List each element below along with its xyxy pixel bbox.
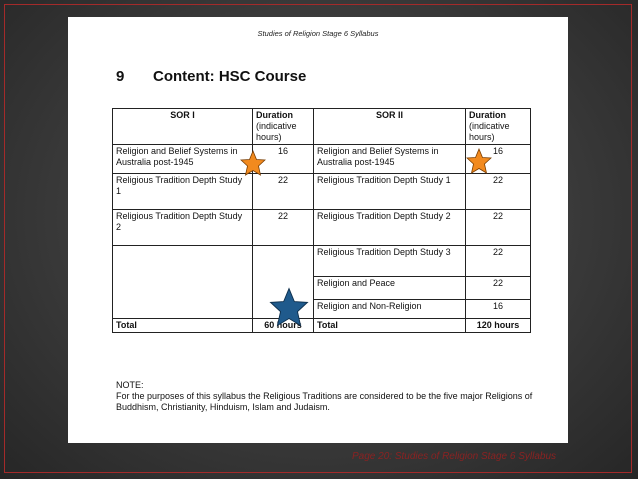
cell-dur1: 22 bbox=[253, 210, 314, 246]
table-total-row bbox=[113, 319, 531, 333]
section-title bbox=[116, 68, 306, 85]
header-duration1 bbox=[253, 109, 314, 145]
section-number: 9 bbox=[116, 68, 125, 85]
orange-star-icon bbox=[466, 148, 492, 174]
cell-sor1: Religion and Belief Systems in Australia post-1945 bbox=[113, 145, 253, 174]
cell-sor2: Religion and Non-Religion bbox=[314, 300, 466, 319]
cell-sor1-empty bbox=[113, 246, 253, 319]
cell-sor1: Religious Tradition Depth Study 1 bbox=[113, 174, 253, 210]
header-duration1-label: Duration bbox=[256, 110, 293, 120]
cell-dur1: 22 bbox=[253, 174, 314, 210]
cell-sor2: Religion and Belief Systems in Australia post-1945 bbox=[314, 145, 466, 174]
note bbox=[116, 380, 536, 413]
blue-star-icon bbox=[268, 287, 310, 327]
table-row bbox=[113, 210, 531, 246]
table-row bbox=[113, 246, 531, 277]
table-row bbox=[113, 174, 531, 210]
slide-caption: Page 20: Studies of Religion Stage 6 Syllabus bbox=[352, 451, 557, 462]
total-label-1: Total bbox=[113, 319, 253, 333]
total-hours-2: 120 hours bbox=[466, 319, 531, 333]
cell-dur2: 22 bbox=[466, 174, 531, 210]
section-title-text: Content: HSC Course bbox=[153, 68, 307, 85]
cell-dur2: 16 bbox=[466, 145, 531, 174]
table-header-row bbox=[113, 109, 531, 145]
hsc-course-table bbox=[112, 108, 531, 333]
cell-sor2: Religion and Peace bbox=[314, 277, 466, 300]
running-head: Studies of Religion Stage 6 Syllabus bbox=[257, 29, 379, 38]
header-sor2: SOR II bbox=[314, 109, 466, 145]
syllabus-page bbox=[68, 17, 568, 443]
header-duration2-label: Duration bbox=[469, 110, 506, 120]
total-label-2: Total bbox=[314, 319, 466, 333]
header-duration2 bbox=[466, 109, 531, 145]
cell-dur2: 22 bbox=[466, 246, 531, 277]
cell-dur1: 16 bbox=[253, 145, 314, 174]
cell-sor2: Religious Tradition Depth Study 3 bbox=[314, 246, 466, 277]
header-sor1: SOR I bbox=[113, 109, 253, 145]
cell-dur2: 16 bbox=[466, 300, 531, 319]
header-duration1-sub: (indicative hours) bbox=[256, 121, 297, 142]
header-duration2-sub: (indicative hours) bbox=[469, 121, 510, 142]
cell-sor1: Religious Tradition Depth Study 2 bbox=[113, 210, 253, 246]
cell-sor2: Religious Tradition Depth Study 2 bbox=[314, 210, 466, 246]
total-hours-1: 60 hours bbox=[253, 319, 314, 333]
note-heading: NOTE: bbox=[116, 380, 144, 390]
cell-dur2: 22 bbox=[466, 277, 531, 300]
cell-sor2: Religious Tradition Depth Study 1 bbox=[314, 174, 466, 210]
cell-dur2: 22 bbox=[466, 210, 531, 246]
orange-star-icon bbox=[240, 150, 266, 176]
note-text: For the purposes of this syllabus the Religious Traditions are considered to be the five major Religions of Buddhism, Christianity, Hinduism, Islam and Judaism. bbox=[116, 391, 533, 412]
